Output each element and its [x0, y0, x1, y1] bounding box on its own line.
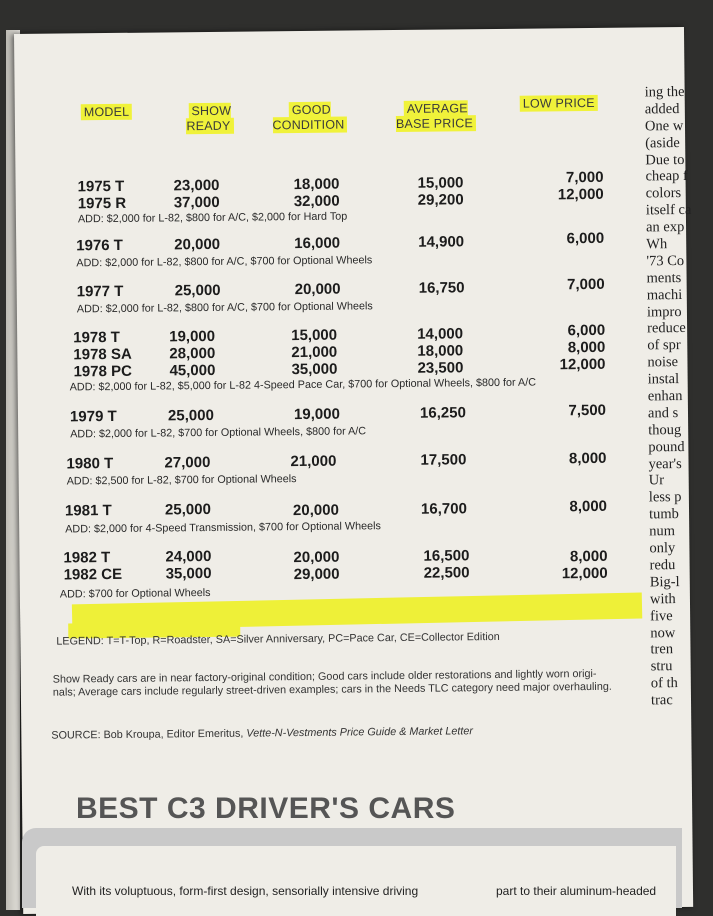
header-low-price: LOW PRICE	[511, 96, 607, 112]
show-ready-value: 25,000	[167, 406, 214, 425]
column-line: an exp	[645, 219, 685, 236]
column-line: pound	[648, 438, 685, 456]
good-value: 21,000	[291, 343, 338, 362]
header-show-ready: SHOW READY	[175, 104, 245, 135]
column-line: five	[650, 607, 673, 624]
average-value: 16,700	[420, 500, 467, 518]
good-value: 15,000	[291, 326, 338, 345]
model-label: 1982 CE	[63, 565, 123, 584]
average-value: 18,000	[417, 342, 464, 360]
condition-note: Show Ready cars are in near factory-original condition; Good cars include older restorations and lightly worn origi- nals; Average cars include regularly street-driven examples; cars in the Needs TLC category need major overhauling.	[52, 667, 612, 699]
add-note: ADD: $2,000 for L-82, $800 for A/C, $700 for Optional Wheels	[76, 300, 373, 316]
column-line: num	[649, 523, 676, 540]
average-value: 23,500	[417, 359, 464, 377]
column-line: trac	[650, 692, 673, 709]
low-value: 12,000	[561, 564, 608, 583]
average-value: 14,900	[418, 233, 465, 251]
body-text-right: part to their aluminum-headed	[496, 884, 657, 898]
model-label: 1978 T	[73, 328, 120, 347]
header-good-condition: GOOD CONDITION	[262, 102, 358, 133]
show-ready-value: 37,000	[173, 193, 220, 212]
column-line: Ur	[648, 472, 665, 489]
low-value: 8,000	[568, 449, 607, 468]
add-note: ADD: $2,000 for 4-Speed Transmission, $700 for Optional Wheels	[65, 520, 381, 536]
good-value: 20,000	[293, 548, 340, 567]
low-value: 7,500	[568, 401, 607, 420]
show-ready-value: 23,000	[173, 176, 220, 195]
add-note: ADD: $2,000 for L-82, $800 for A/C, $2,000 for Hard Top	[77, 210, 348, 226]
show-ready-value: 35,000	[165, 564, 212, 583]
column-line: tren	[650, 641, 674, 658]
average-value: 29,200	[417, 191, 464, 209]
column-line: ing the	[644, 83, 685, 101]
column-line: enhan	[647, 388, 683, 405]
average-value: 22,500	[423, 564, 470, 582]
good-value: 29,000	[293, 565, 340, 584]
column-line: now	[650, 624, 676, 641]
good-value: 21,000	[290, 452, 337, 471]
show-ready-value: 25,000	[174, 281, 221, 300]
legend-text: LEGEND: T=T-Top, R=Roadster, SA=Silver Anniversary, PC=Pace Car, CE=Collector Edition	[56, 630, 500, 648]
column-line: of th	[650, 675, 678, 692]
model-label: 1977 T	[76, 282, 124, 301]
show-ready-value: 24,000	[165, 547, 212, 566]
show-ready-value: 20,000	[174, 235, 221, 254]
low-value: 12,000	[559, 355, 606, 374]
good-value: 32,000	[293, 192, 340, 211]
source-note: SOURCE: Bob Kroupa, Editor Emeritus, Vette-N-Vestments Price Guide & Market Letter	[51, 725, 474, 742]
column-line: and s	[647, 404, 679, 422]
show-ready-value: 19,000	[169, 327, 216, 346]
good-value: 20,000	[294, 280, 341, 299]
add-note: ADD: $2,000 for L-82, $800 for A/C, $700 for Optional Wheels	[76, 254, 373, 270]
body-text-left: With its voluptuous, form-first design, sensorially intensive driving	[72, 884, 419, 898]
model-label: 1975 T	[77, 177, 125, 196]
show-ready-value: 45,000	[169, 361, 216, 380]
column-line: thoug	[648, 421, 682, 439]
column-line: '73 Co	[646, 252, 685, 270]
good-value: 18,000	[293, 175, 340, 194]
column-line: machi	[646, 286, 683, 304]
sidebar-box	[36, 846, 676, 916]
header-model: MODEL	[81, 105, 133, 121]
average-value: 16,750	[418, 279, 465, 297]
average-value: 17,500	[420, 451, 467, 469]
column-line: of spr	[647, 337, 681, 354]
header-average-base-price: AVERAGE BASE PRICE	[395, 101, 477, 132]
adjacent-column-text	[645, 84, 712, 710]
column-line: year's	[648, 455, 682, 472]
column-line: only	[649, 540, 676, 557]
average-value: 16,500	[423, 547, 470, 565]
column-line: cheap f	[645, 168, 688, 185]
column-line: Wh	[646, 236, 668, 253]
average-value: 16,250	[419, 404, 466, 422]
column-line: added	[644, 100, 680, 118]
good-value: 35,000	[291, 360, 338, 379]
low-value: 6,000	[567, 321, 606, 340]
good-value: 16,000	[294, 234, 341, 253]
section-title: BEST C3 DRIVER'S CARS	[76, 792, 456, 825]
column-line: instal	[647, 371, 680, 388]
model-label: 1981 T	[64, 502, 112, 520]
column-line: (aside	[645, 134, 680, 152]
model-label: 1978 SA	[73, 345, 132, 364]
low-value: 6,000	[566, 229, 605, 248]
model-label: 1975 R	[77, 194, 127, 213]
low-value: 12,000	[557, 185, 604, 204]
model-label: 1978 PC	[73, 362, 133, 381]
column-line: itself ca	[645, 202, 692, 219]
column-line: tumb	[648, 506, 679, 523]
show-ready-value: 28,000	[169, 344, 216, 363]
add-note: ADD: $2,500 for L-82, $700 for Optional Wheels	[66, 473, 297, 488]
show-ready-value: 25,000	[164, 500, 211, 519]
low-value: 7,000	[567, 275, 605, 294]
low-value: 7,000	[565, 168, 604, 187]
show-ready-value: 27,000	[164, 453, 211, 472]
low-value: 8,000	[569, 497, 608, 516]
model-label: 1980 T	[66, 454, 114, 473]
good-value: 20,000	[292, 501, 339, 520]
add-note: ADD: $2,000 for L-82, $700 for Optional Wheels, $800 for A/C	[70, 425, 367, 441]
low-value: 8,000	[569, 547, 608, 566]
column-line: Big-l	[649, 573, 680, 591]
average-value: 15,000	[417, 174, 464, 192]
magazine-page	[14, 27, 693, 914]
column-line: redu	[649, 557, 676, 574]
model-label: 1976 T	[76, 236, 124, 255]
model-label: 1982 T	[63, 549, 111, 567]
column-line: noise	[647, 354, 679, 371]
column-line: colors	[645, 185, 682, 202]
model-label: 1979 T	[69, 407, 117, 426]
low-value: 8,000	[567, 338, 606, 357]
column-line: One w	[644, 117, 684, 135]
column-line: impro	[646, 303, 682, 320]
column-line: stru	[650, 658, 673, 675]
good-value: 19,000	[293, 405, 340, 424]
column-line: less p	[648, 489, 682, 506]
average-value: 14,000	[417, 325, 464, 343]
add-note: ADD: $2,000 for L-82, $5,000 for L-82 4-Speed Pace Car, $700 for Optional Wheels, $800 for A/C	[69, 376, 537, 394]
add-note: ADD: $700 for Optional Wheels	[59, 586, 211, 601]
column-line: reduce	[647, 320, 686, 337]
column-line: ments	[646, 269, 682, 287]
column-line: Due to	[645, 151, 685, 168]
column-line: with	[649, 590, 676, 608]
